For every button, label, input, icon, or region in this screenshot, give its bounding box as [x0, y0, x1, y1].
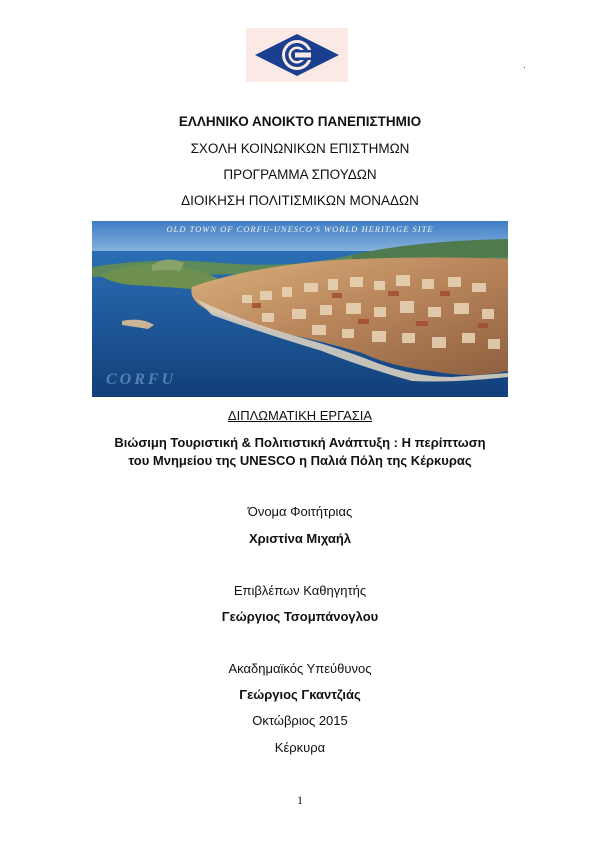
page-number: 1	[297, 793, 303, 807]
photo-watermark: CORFU	[106, 371, 177, 388]
academic-label: Ακαδημαϊκός Υπεύθυνος	[228, 661, 372, 676]
supervisor-label: Επιβλέπων Καθηγητής	[233, 583, 367, 598]
photo-banner-text: OLD TOWN OF CORFU-UNESCO'S WORLD HERITAGE SITE	[166, 224, 434, 234]
student-label: Όνομα Φοιτήτριας	[247, 504, 353, 519]
student-name: Χριστίνα Μιχαήλ	[248, 531, 352, 546]
university-name: ΕΛΛΗΝΙΚΟ ΑΝΟΙΚΤΟ ΠΑΝΕΠΙΣΤΗΜΙΟ	[178, 114, 422, 129]
university-logo	[246, 28, 348, 82]
thesis-title-line-2: του Μνημείου της UNESCO η Παλιά Πόλη της Κέρκυρας	[128, 453, 472, 468]
document-type: ΔΙΠΛΩΜΑΤΙΚΗ ΕΡΓΑΣΙΑ	[227, 408, 373, 423]
department-name: ΔΙΟΙΚΗΣΗ ΠΟΛΙΤΙΣΜΙΚΩΝ ΜΟΝΑΔΩΝ	[181, 193, 419, 208]
stray-dot: .	[523, 60, 526, 71]
place: Κέρκυρα	[274, 740, 326, 755]
supervisor-name: Γεώργιος Τσομπάνογλου	[221, 609, 379, 624]
program-name: ΠΡΟΓΡΑΜΜΑ ΣΠΟΥΔΩΝ	[223, 167, 377, 182]
date: Οκτώβριος 2015	[252, 713, 348, 728]
school-name: ΣΧΟΛΗ ΚΟΙΝΩΝΙΚΩΝ ΕΠΙΣΤΗΜΩΝ	[190, 141, 410, 156]
corfu-aerial-photo	[92, 221, 508, 397]
academic-name: Γεώργιος Γκαντζιάς	[239, 687, 361, 702]
thesis-title-line-1: Βιώσιμη Τουριστική & Πολιτιστική Ανάπτυξη : Η περίπτωση	[114, 435, 486, 450]
